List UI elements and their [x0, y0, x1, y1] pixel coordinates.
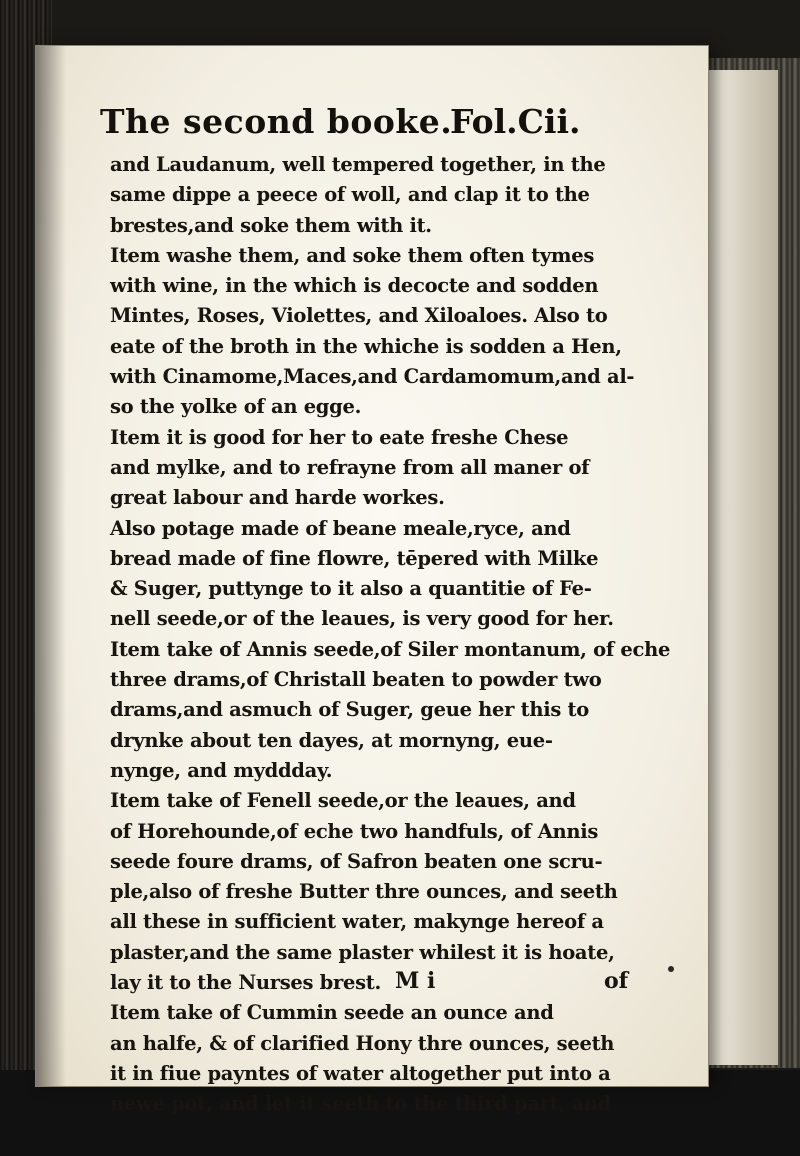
page-gutter-shadow [36, 46, 66, 1086]
text-line: great labour and harde workes. [110, 486, 445, 510]
text-line: same dippe a peece of woll, and clap it to the [110, 183, 590, 207]
text-line: of Horehounde,of eche two handfuls, of Annis [110, 819, 599, 843]
text-line: with wine, in the which is decocte and sodden [110, 274, 599, 298]
text-line: newe pot, and let it seeth to the third part, and [110, 1092, 611, 1116]
text-line: so the yolke of an egge. [110, 395, 362, 419]
text-line: and Laudanum, well tempered together, in the [110, 153, 606, 176]
text-line: plaster,and the same plaster whilest it is hoate, [110, 940, 615, 964]
ink-spot [668, 966, 674, 972]
text-line: & Suger, puttynge to it also a quantitie of Fe- [110, 577, 592, 601]
text-line: brestes,and soke them with it. [110, 213, 432, 237]
signature-mark: M i [395, 968, 436, 994]
text-line: drynke about ten dayes, at mornyng, eue- [110, 728, 553, 752]
text-line: nynge, and myddday. [110, 758, 333, 782]
body-text [110, 150, 671, 1120]
text-line: an halfe, & of clarified Hony thre ounces, seeth [110, 1031, 615, 1055]
text-line: Item it is good for her to eate freshe Chese [110, 425, 569, 449]
text-line: seede foure drams, of Safron beaten one scru- [110, 849, 603, 873]
text-line: bread made of fine flowre, tēpered with Milke [110, 546, 599, 570]
catchword: of [604, 968, 629, 994]
text-line: Item washe them, and soke them often tymes [110, 243, 595, 267]
folio-number: Fol.Cii. [450, 102, 581, 141]
text-line: drams,and asmuch of Suger, geue her this to [110, 698, 589, 722]
text-line: it in fiue payntes of water altogether put into a [110, 1061, 611, 1085]
text-line: with Cinamome,Maces,and Cardamomum,and al- [110, 365, 635, 389]
text-line: ple,also of freshe Butter thre ounces, and seeth [110, 880, 618, 904]
text-line: Item take of Annis seede,of Siler montanum, of eche [110, 637, 671, 661]
text-line: Item take of Cummin seede an ounce and [110, 1001, 554, 1025]
text-line: three drams,of Christall beaten to powder two [110, 668, 602, 692]
text-line: nell seede,or of the leaues, is very good for her. [110, 607, 614, 631]
text-line: Mintes, Roses, Violettes, and Xiloaloes. Also to [110, 304, 608, 328]
running-title: The second booke. [100, 102, 453, 141]
text-line: all these in sufficient water, makynge hereof a [110, 910, 604, 934]
text-line: Item take of Fenell seede,or the leaues, and [110, 789, 576, 813]
text-line: eate of the broth in the whiche is sodden a Hen, [110, 334, 622, 358]
text-line: lay it to the Nurses brest. [110, 971, 381, 995]
text-line: Also potage made of beane meale,ryce, and [110, 516, 571, 540]
text-line: and mylke, and to refrayne from all maner of [110, 455, 590, 479]
